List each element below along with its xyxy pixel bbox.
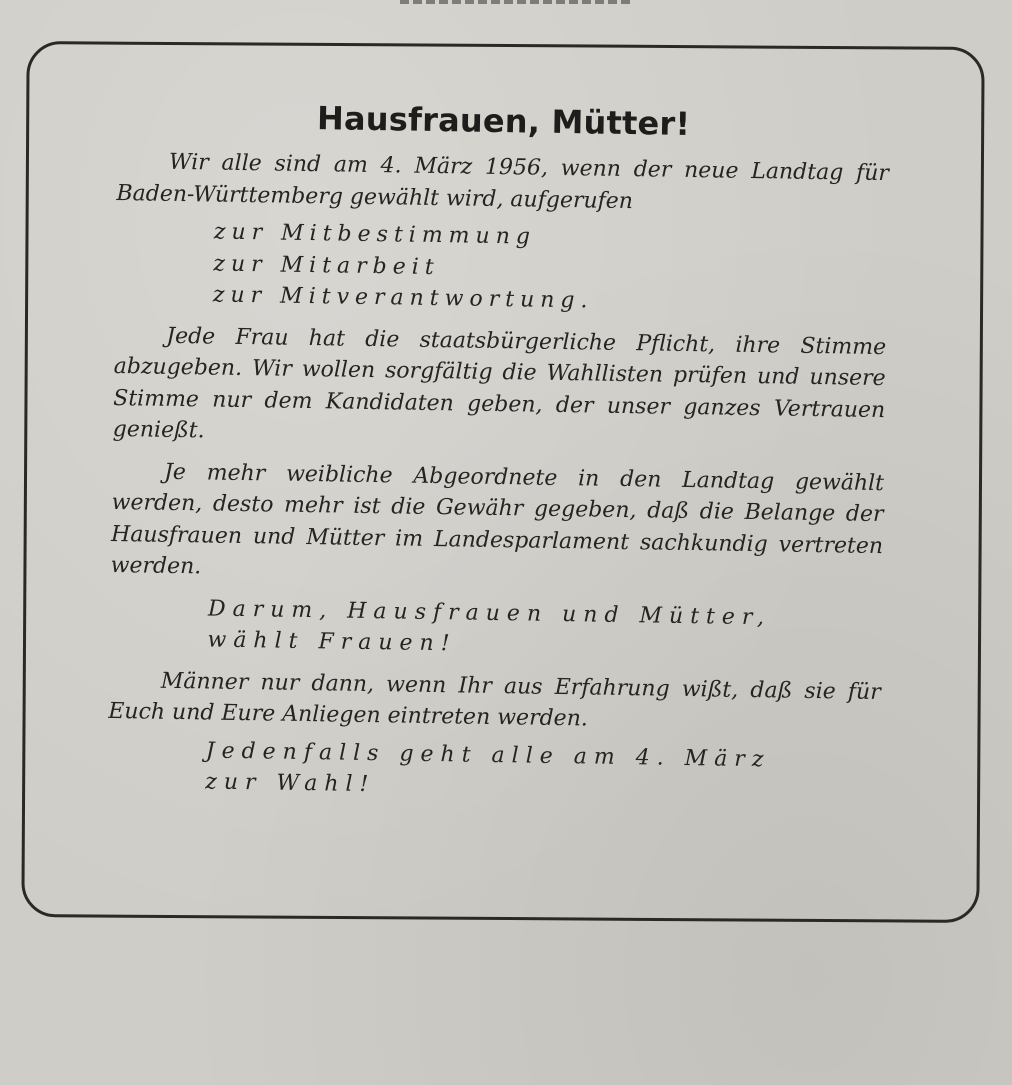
call-cooperation: zur Mitarbeit [213,251,440,280]
closing-line-2: zur Wahl! [205,769,376,798]
headline: Hausfrauen, Mütter! [316,99,691,143]
intro-paragraph: Wir alle sind am 4. März 1956, wenn der neue Landtag für Baden-Württemberg gewählt wird, aufgerufen [116,149,890,214]
women-deputies-paragraph: Je mehr weibliche Abgeordnete in den Landtag gewählt werden, desto mehr ist die Gewähr gegeben, daß die Belange der Hausfrauen und Mütter im Landesparlament sachkundig vertreten werden. [110,459,885,580]
cut-off-heading-fragment [400,0,630,6]
closing-line-1: Jedenfalls geht alle am 4. März [205,737,771,772]
notice-content [107,96,890,809]
appeal-line-2: wählt Frauen! [207,627,457,657]
duty-paragraph: Jede Frau hat die staatsbürgerliche Pflicht, ihre Stimme abzugeben. Wir wollen sorgfältig die Wahllisten prüfen und unsere Stimme nur dem Kandidaten geben, der unser ganzes Vertrauen genießt. [112,323,887,444]
men-paragraph: Männer nur dann, wenn Ihr aus Erfahrung wißt, daß sie für Euch und Eure Anliegen eintreten werden. [108,668,881,732]
call-coresponsibility: zur Mitverantwortung. [212,282,594,314]
appeal-line-1: Darum, Hausfrauen und Mütter, [207,595,772,630]
call-codetermination: zur Mitbestimmung [213,219,537,250]
